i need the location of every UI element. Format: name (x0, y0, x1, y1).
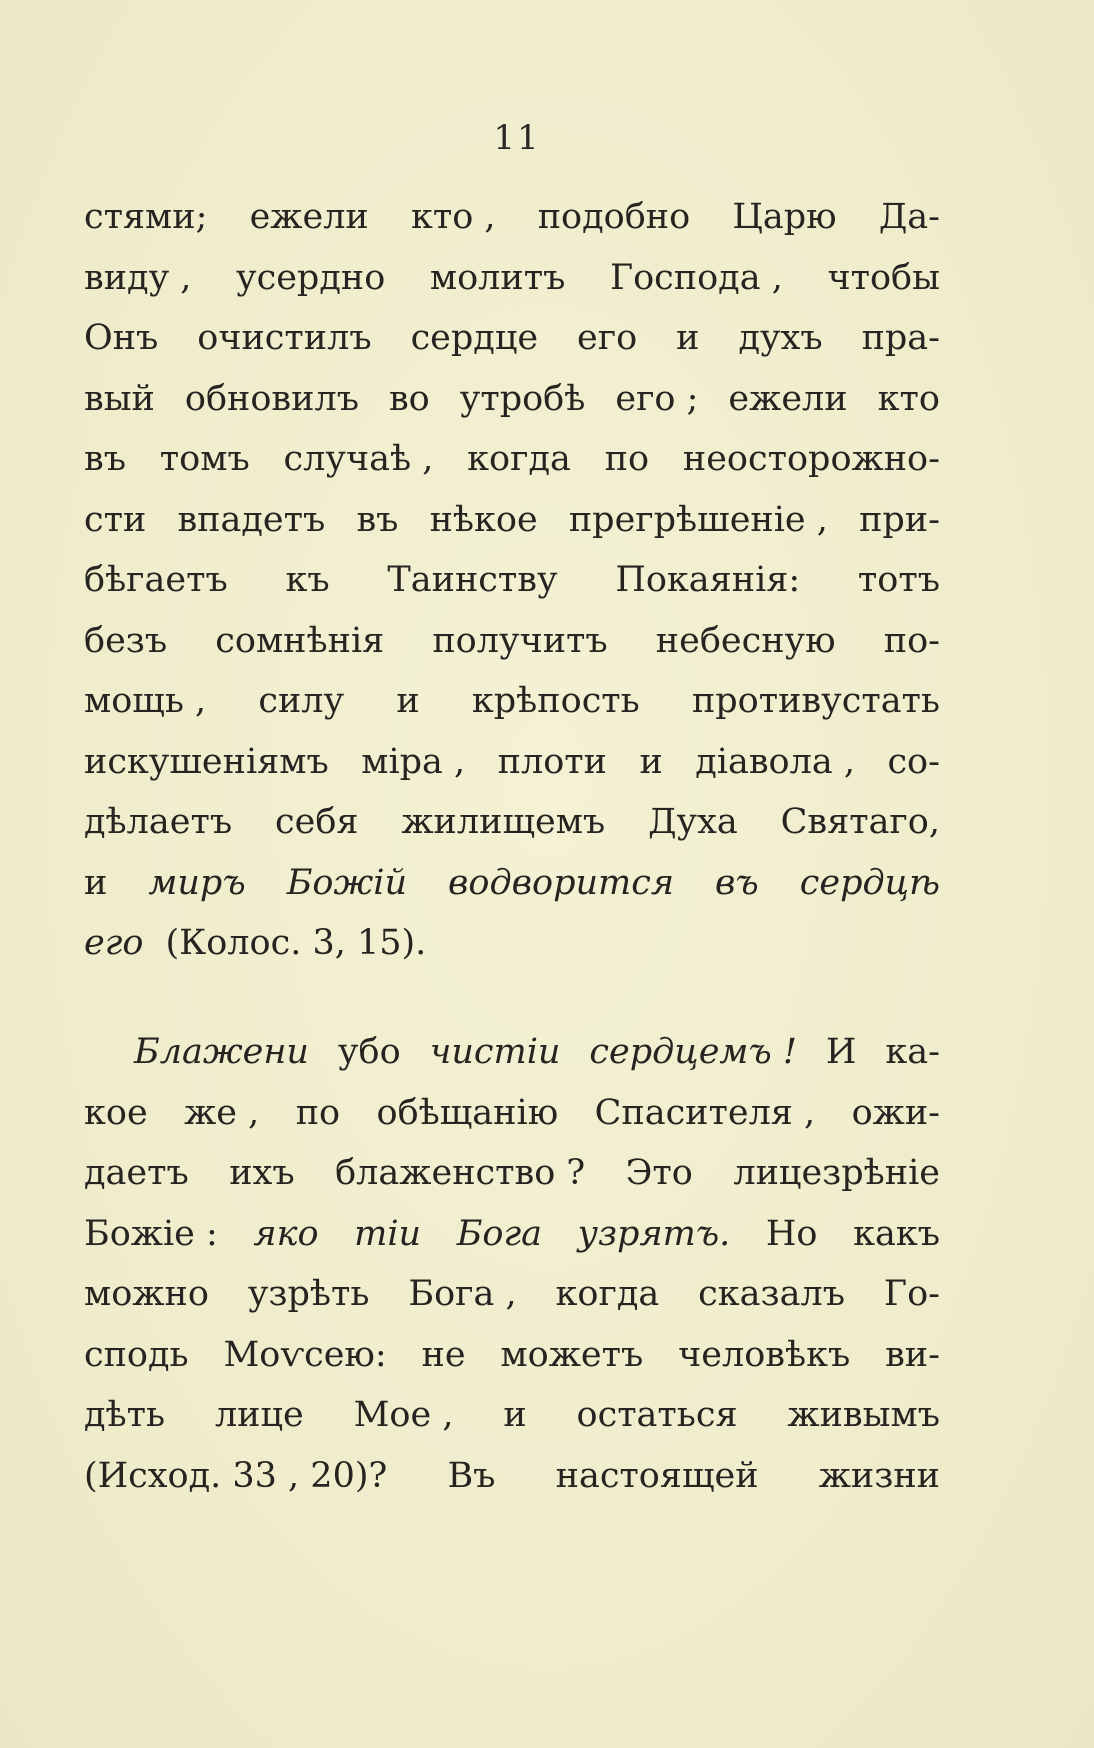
word: блаженство ? (335, 1153, 586, 1193)
word: усердно (236, 257, 386, 298)
word: кто , (410, 197, 496, 237)
word: искушеніямъ (84, 741, 329, 782)
italic-word: въ (715, 862, 759, 903)
word: узрѣть (247, 1274, 370, 1314)
word: и (676, 318, 700, 358)
text-line (84, 1022, 940, 1083)
word: со- (887, 741, 940, 782)
word: кто (877, 378, 940, 419)
word: ежели (249, 197, 369, 237)
italic-word: водворится (448, 862, 675, 903)
word: міра , (361, 741, 466, 782)
word: вый (84, 378, 155, 419)
word: духъ (738, 318, 823, 358)
word: можно (84, 1274, 209, 1314)
word: сомнѣнія (215, 620, 385, 661)
paragraph (84, 187, 940, 974)
word: діавола , (695, 741, 855, 782)
word: подобно (537, 197, 691, 237)
text-line (84, 853, 940, 914)
word: можетъ (500, 1334, 644, 1375)
text-line (84, 490, 940, 551)
word: и (396, 681, 420, 721)
word: томъ (159, 439, 250, 479)
text-line (84, 611, 940, 672)
word: сподь (84, 1334, 189, 1375)
word: стями; (84, 197, 208, 237)
italic-word: яко (253, 1213, 319, 1254)
text-line (84, 671, 940, 732)
word: Мое , (353, 1395, 454, 1435)
italic-word: Бога (456, 1213, 543, 1254)
italic-word: сердцемъ ! (589, 1032, 797, 1072)
word: не (421, 1334, 466, 1375)
word: крѣпость (471, 681, 640, 721)
text-line (84, 429, 940, 490)
word: когда (555, 1274, 660, 1314)
word: настоящей (555, 1455, 759, 1496)
text-line (84, 732, 940, 793)
word: Моѵсею: (223, 1334, 387, 1375)
word: себя (275, 802, 359, 842)
word: Покаянія: (615, 560, 801, 600)
word: безъ (84, 620, 168, 661)
word: очистилъ (197, 318, 372, 358)
italic-word: тіи (354, 1213, 422, 1254)
word: сердце (410, 318, 539, 358)
word: молитъ (429, 257, 566, 298)
text-line (84, 1264, 940, 1325)
word: дѣлаетъ (84, 802, 233, 842)
word: человѣкъ (678, 1334, 851, 1375)
word: противустать (691, 681, 940, 721)
word: Бога , (408, 1274, 517, 1314)
text-line (84, 369, 940, 430)
word: Но (765, 1213, 818, 1254)
text-line (84, 550, 940, 611)
word: силу (258, 681, 345, 721)
word: сти (84, 499, 147, 540)
word: ка- (885, 1032, 940, 1072)
word: къ (285, 560, 330, 600)
word: виду , (84, 257, 192, 298)
paragraph (84, 1022, 940, 1506)
text-line (84, 187, 940, 248)
italic-word: чистіи (429, 1032, 561, 1072)
word: лице (214, 1395, 304, 1435)
word: небесную (655, 620, 836, 661)
word: Духа (648, 802, 738, 842)
word: жилищемъ (401, 802, 606, 842)
text-line (84, 1385, 940, 1446)
italic-word: его (84, 923, 144, 963)
word: дѣть (84, 1395, 166, 1435)
word: жизни (818, 1455, 940, 1496)
text-line (84, 1446, 940, 1507)
text-line (84, 308, 940, 369)
word: чтобы (827, 257, 940, 298)
word: обновилъ (184, 378, 359, 419)
word: ви- (885, 1334, 940, 1375)
word: И (825, 1032, 857, 1072)
word: Спасителя , (594, 1092, 816, 1133)
word: Онъ (84, 318, 159, 358)
word: бѣгаетъ (84, 560, 228, 600)
italic-word: Божій (286, 862, 407, 903)
word: Царю (732, 197, 837, 237)
word: Да- (878, 197, 940, 237)
word: лицезрѣніе (733, 1153, 940, 1193)
word: и (84, 862, 108, 903)
word: (Исход. 33 , 20)? (84, 1455, 388, 1496)
word: его (577, 318, 638, 358)
word: какъ (853, 1213, 940, 1254)
word: пра- (861, 318, 940, 358)
word: (Колос. 3, 15). (165, 923, 427, 963)
word: Въ (447, 1455, 496, 1496)
text-line (84, 1204, 940, 1265)
word: по (295, 1092, 341, 1133)
word: же , (184, 1092, 260, 1133)
text-line (84, 1083, 940, 1144)
word: по (604, 439, 650, 479)
word: ежели (728, 378, 848, 419)
word: случаѣ , (283, 439, 434, 479)
word: плоти (497, 741, 607, 782)
word: кое (84, 1092, 148, 1133)
word: ихъ (229, 1153, 295, 1193)
word: тотъ (857, 560, 940, 600)
page-number: 11 (493, 118, 541, 158)
word: и (639, 741, 663, 782)
word: ожи- (851, 1092, 940, 1133)
word: Божіе : (84, 1213, 218, 1254)
word: Святаго, (780, 802, 940, 842)
italic-word: сердцѣ (799, 862, 940, 903)
word: Господа , (609, 257, 783, 298)
word: прегрѣшеніе , (568, 499, 828, 540)
word: въ (356, 499, 399, 540)
text-line (84, 248, 940, 309)
word: во (388, 378, 430, 419)
word: живымъ (787, 1395, 940, 1435)
word: неосторожно- (682, 439, 940, 479)
text-line (84, 792, 940, 853)
word: по- (883, 620, 940, 661)
word: сказалъ (698, 1274, 845, 1314)
word: при- (859, 499, 940, 540)
italic-word: Блажени (134, 1032, 309, 1072)
word: утробѣ (459, 378, 586, 419)
word: получитъ (432, 620, 608, 661)
text-line (84, 913, 940, 974)
word: обѣщанію (376, 1092, 559, 1133)
word: и (503, 1395, 527, 1435)
word: когда (467, 439, 571, 479)
text-line (84, 1143, 940, 1204)
word: Таинству (387, 560, 558, 600)
italic-word: миръ (148, 862, 246, 903)
word: впадетъ (177, 499, 326, 540)
word: Это (625, 1153, 693, 1193)
word: нѣкое (429, 499, 538, 540)
word: въ (84, 439, 126, 479)
italic-word: узрятъ. (577, 1213, 731, 1254)
word: убо (337, 1032, 401, 1072)
word: мощь , (84, 681, 207, 721)
word: остаться (576, 1395, 738, 1435)
word: его ; (615, 378, 699, 419)
word: Го- (883, 1274, 940, 1314)
word: даетъ (84, 1153, 189, 1193)
text-line (84, 1325, 940, 1386)
